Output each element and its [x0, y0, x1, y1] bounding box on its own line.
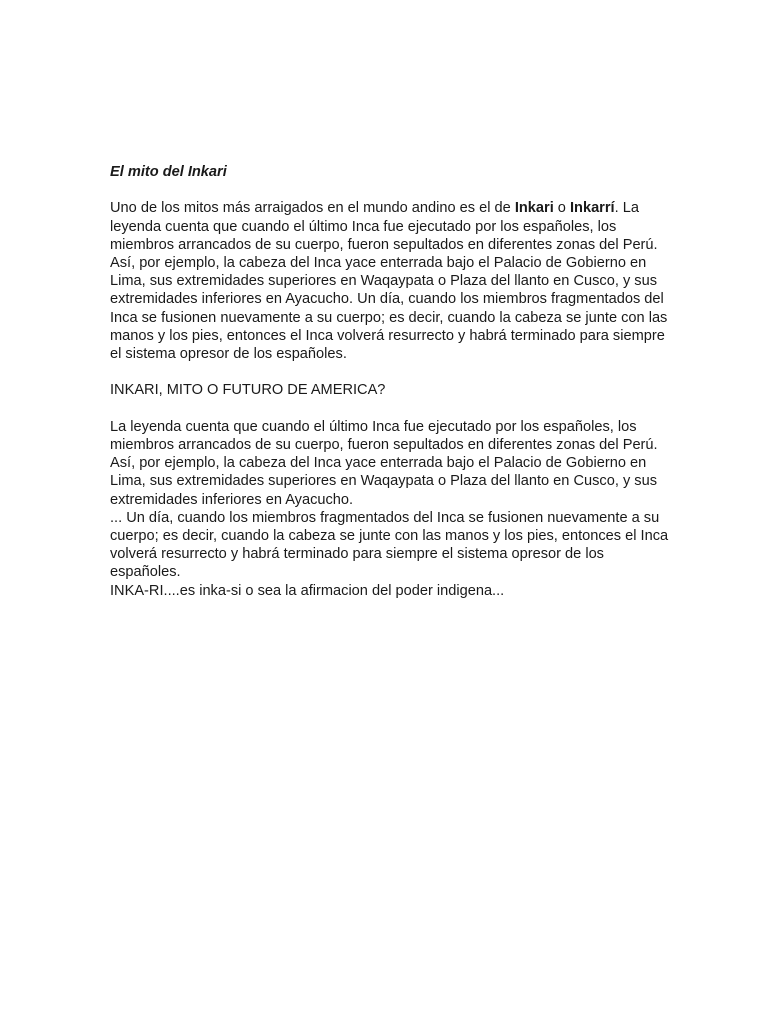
bold-term-inkarri: Inkarrí — [569, 200, 615, 217]
section-heading: INKARI, MITO O FUTURO DE AMERICA? — [110, 382, 386, 399]
spacer — [110, 400, 670, 418]
paragraph-text: . La leyenda cuenta que cuando el último Inca fue ejecutado por los españoles, los miembros arrancados de su cuerpo, fueron sepultados en diferentes zonas del Perú. Así, por ejemplo, la cabeza del Inca yace enterrada bajo el Palacio de Gobierno en Lima, sus extremidades superiores en Waqaypata o Plaza del llanto en Cusco, y sus extremidades inferiores en Ayacucho. Un día, cuando los miembros fragmentados del Inca se fusionen nuevamente a su cuerpo; es decir, cuando la cabeza se junte con las manos y los pies, entonces el Inca volverá resurrecto y habrá terminado para siempre el sistema opresor de los españoles. — [110, 200, 668, 363]
paragraph-return: ... Un día, cuando los miembros fragmentados del Inca se fusionen nuevamente a su cuerpo; es decir, cuando la cabeza se junte con las manos y los pies, entonces el Inca volverá resurrecto y habrá terminado para siempre el sistema opresor de los españoles. — [110, 509, 669, 581]
spacer — [110, 363, 670, 381]
spacer — [110, 181, 670, 199]
paragraph-text: o — [553, 200, 570, 217]
document-title: El mito del Inkari — [110, 164, 227, 180]
paragraph-inkari-myth — [110, 199, 670, 363]
paragraph-inka-ri: INKA-RI....es inka-si o sea la afirmacion del poder indigena... — [110, 582, 505, 599]
bold-term-inkari: Inkari — [514, 200, 554, 217]
document-page — [110, 163, 670, 600]
paragraph-legend: La leyenda cuenta que cuando el último Inca fue ejecutado por los españoles, los miembros arrancados de su cuerpo, fueron sepultados en diferentes zonas del Perú. Así, por ejemplo, la cabeza del Inca yace enterrada bajo el Palacio de Gobierno en Lima, sus extremidades superiores en Waqaypata o Plaza del llanto en Cusco, y sus extremidades inferiores en Ayacucho. — [110, 418, 658, 508]
paragraph-text: Uno de los mitos más arraigados en el mundo andino es el de — [110, 200, 515, 217]
